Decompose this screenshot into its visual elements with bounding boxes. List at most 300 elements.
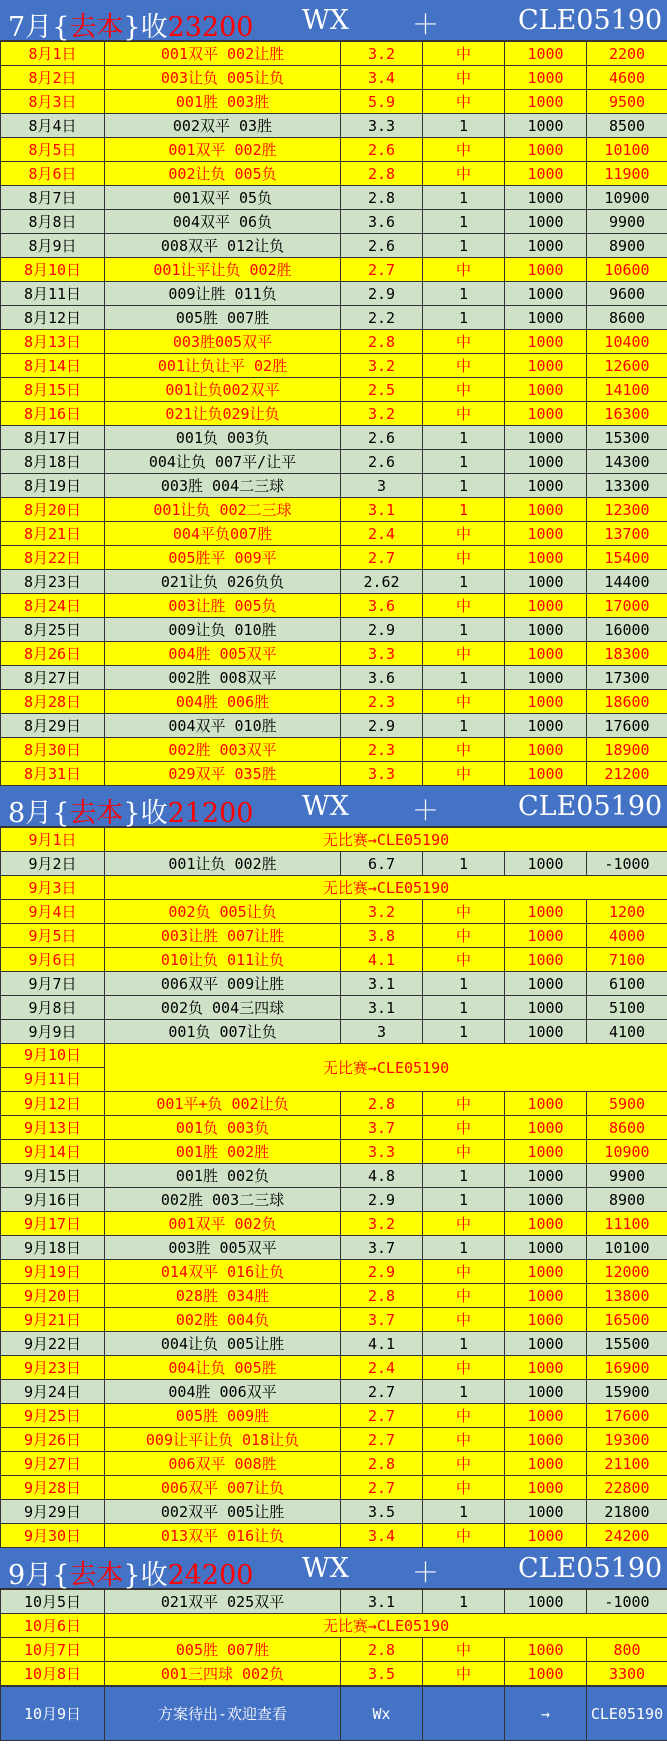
row-result: 中 — [423, 1524, 505, 1548]
row-stake: 1000 — [505, 738, 587, 762]
header-shou: 收 — [140, 1560, 168, 1591]
row-odds: 2.7 — [341, 1476, 423, 1500]
table-row — [1, 996, 667, 1020]
table-row — [1, 1260, 667, 1284]
row-result: 中 — [423, 594, 505, 618]
row-odds: 2.7 — [341, 1404, 423, 1428]
header-brace-open: { — [52, 12, 70, 43]
row-total: 2200 — [587, 42, 667, 66]
header-brace-open: { — [52, 1560, 70, 1591]
row-total: 16300 — [587, 402, 667, 426]
table-row — [1, 1308, 667, 1332]
row-odds: 3.5 — [341, 1662, 423, 1686]
row-result: 1 — [423, 618, 505, 642]
row-date: 8月20日 — [1, 498, 105, 522]
row-total: 8900 — [587, 234, 667, 258]
row-total: 5100 — [587, 996, 667, 1020]
row-odds: 6.7 — [341, 852, 423, 876]
table-row — [1, 900, 667, 924]
row-date: 8月29日 — [1, 714, 105, 738]
header-wx: WX — [302, 791, 349, 822]
row-odds: 3.3 — [341, 1140, 423, 1164]
row-date: 9月18日 — [1, 1236, 105, 1260]
row-stake: 1000 — [505, 1638, 587, 1662]
row-stake: 1000 — [505, 186, 587, 210]
row-pick: 005胜平 009平 — [105, 546, 341, 570]
table-row — [1, 714, 667, 738]
row-stake: 1000 — [505, 948, 587, 972]
row-odds: 2.6 — [341, 138, 423, 162]
row-date: 8月3日 — [1, 90, 105, 114]
row-stake: 1000 — [505, 1092, 587, 1116]
row-result: 中 — [423, 738, 505, 762]
row-pick: 001双平 002负 — [105, 1212, 341, 1236]
table-row — [1, 876, 667, 900]
row-odds: 2.2 — [341, 306, 423, 330]
row-total: 7100 — [587, 948, 667, 972]
row-result: 中 — [423, 66, 505, 90]
row-odds: 3 — [341, 474, 423, 498]
table-row — [1, 1638, 667, 1662]
table-row — [1, 42, 667, 66]
row-odds: 3.1 — [341, 972, 423, 996]
row-total: 10900 — [587, 186, 667, 210]
row-result: 中 — [423, 522, 505, 546]
row-total: 8600 — [587, 306, 667, 330]
table-row — [1, 828, 667, 852]
row-stake: 1000 — [505, 1116, 587, 1140]
row-odds: 2.8 — [341, 1638, 423, 1662]
row-odds: 2.7 — [341, 258, 423, 282]
row-stake: 1000 — [505, 1590, 587, 1614]
row-stake: 1000 — [505, 972, 587, 996]
row-date: 9月12日 — [1, 1092, 105, 1116]
row-date: 9月4日 — [1, 900, 105, 924]
row-pick: 002胜 003双平 — [105, 738, 341, 762]
row-pick: 004让负 005让胜 — [105, 1332, 341, 1356]
header-brace-close: } — [123, 798, 141, 829]
row-pick: 003让负 005让负 — [105, 66, 341, 90]
row-odds: 2.7 — [341, 546, 423, 570]
row-pick: 001让负 002二三球 — [105, 498, 341, 522]
row-result: 中 — [423, 42, 505, 66]
row-odds: 2.4 — [341, 522, 423, 546]
header-month: 8月 — [8, 798, 53, 829]
row-total: 21200 — [587, 762, 667, 786]
row-pick: 028胜 034胜 — [105, 1284, 341, 1308]
row-stake: 1000 — [505, 594, 587, 618]
row-result: 1 — [423, 234, 505, 258]
row-odds: 2.8 — [341, 162, 423, 186]
row-total: 17600 — [587, 1404, 667, 1428]
footer-wx: Wx — [341, 1687, 423, 1741]
row-date: 8月16日 — [1, 402, 105, 426]
row-stake: 1000 — [505, 1164, 587, 1188]
row-result: 1 — [423, 282, 505, 306]
row-odds: 2.9 — [341, 282, 423, 306]
row-date: 8月27日 — [1, 666, 105, 690]
row-result: 中 — [423, 1284, 505, 1308]
row-date: 8月21日 — [1, 522, 105, 546]
row-pick: 014双平 016让负 — [105, 1260, 341, 1284]
row-date: 9月30日 — [1, 1524, 105, 1548]
table-row — [1, 1212, 667, 1236]
row-total: 15300 — [587, 426, 667, 450]
row-total: 8900 — [587, 1188, 667, 1212]
table-row — [1, 306, 667, 330]
row-date: 9月7日 — [1, 972, 105, 996]
row-date: 10月8日 — [1, 1662, 105, 1686]
row-date: 10月6日 — [1, 1614, 105, 1638]
row-total: 15400 — [587, 546, 667, 570]
row-total: 10600 — [587, 258, 667, 282]
table-row — [1, 138, 667, 162]
footer-code: CLE05190 — [587, 1687, 667, 1741]
table-row — [1, 972, 667, 996]
row-odds: 2.9 — [341, 618, 423, 642]
row-odds: 2.62 — [341, 570, 423, 594]
row-odds: 3.3 — [341, 114, 423, 138]
row-total: 5900 — [587, 1092, 667, 1116]
table-row — [1, 1188, 667, 1212]
row-pick: 029双平 035胜 — [105, 762, 341, 786]
row-result: 中 — [423, 258, 505, 282]
header-brace-close: } — [123, 12, 141, 43]
row-total: 13800 — [587, 1284, 667, 1308]
row-stake: 1000 — [505, 402, 587, 426]
row-stake: 1000 — [505, 474, 587, 498]
row-result: 1 — [423, 1332, 505, 1356]
row-date: 9月27日 — [1, 1452, 105, 1476]
row-stake: 1000 — [505, 66, 587, 90]
row-date — [1, 1044, 105, 1092]
row-date: 8月19日 — [1, 474, 105, 498]
row-stake: 1000 — [505, 924, 587, 948]
row-note: 无比赛→CLE05190 — [105, 828, 667, 852]
row-odds: 3.2 — [341, 42, 423, 66]
row-pick: 004胜 005双平 — [105, 642, 341, 666]
row-pick: 003让胜 005负 — [105, 594, 341, 618]
row-date: 9月24日 — [1, 1380, 105, 1404]
row-odds: 2.8 — [341, 330, 423, 354]
row-result: 1 — [423, 996, 505, 1020]
row-date: 8月9日 — [1, 234, 105, 258]
row-total: 14100 — [587, 378, 667, 402]
row-stake: 1000 — [505, 378, 587, 402]
table-row — [1, 114, 667, 138]
row-odds: 2.6 — [341, 450, 423, 474]
row-result: 中 — [423, 1356, 505, 1380]
results-table — [0, 41, 667, 786]
row-total: 800 — [587, 1638, 667, 1662]
row-total: 15500 — [587, 1332, 667, 1356]
table-row — [1, 852, 667, 876]
row-odds: 3.7 — [341, 1116, 423, 1140]
row-note: 无比赛→CLE05190 — [105, 1044, 667, 1092]
row-pick: 002双平 005让胜 — [105, 1500, 341, 1524]
row-total: 4600 — [587, 66, 667, 90]
results-table — [0, 827, 667, 1548]
row-pick: 001胜 002胜 — [105, 1140, 341, 1164]
section-header — [0, 786, 667, 827]
row-pick: 005胜 009胜 — [105, 1404, 341, 1428]
row-result: 1 — [423, 1188, 505, 1212]
row-pick: 001双平 002胜 — [105, 138, 341, 162]
table-row — [1, 1044, 667, 1092]
row-stake: 1000 — [505, 498, 587, 522]
table-row — [1, 1428, 667, 1452]
row-stake: 1000 — [505, 162, 587, 186]
row-date: 9月26日 — [1, 1428, 105, 1452]
footer-blank — [423, 1687, 505, 1741]
row-pick: 003让胜 007让胜 — [105, 924, 341, 948]
row-result: 中 — [423, 762, 505, 786]
row-odds: 2.9 — [341, 714, 423, 738]
row-stake: 1000 — [505, 1524, 587, 1548]
header-wx: WX — [302, 5, 349, 36]
row-total: 17000 — [587, 594, 667, 618]
row-pick: 001负 003负 — [105, 426, 341, 450]
row-total: 11100 — [587, 1212, 667, 1236]
row-total: -1000 — [587, 852, 667, 876]
row-stake: 1000 — [505, 1428, 587, 1452]
row-odds: 3.3 — [341, 762, 423, 786]
row-odds: 3.6 — [341, 666, 423, 690]
row-date: 10月7日 — [1, 1638, 105, 1662]
results-table — [0, 1589, 667, 1686]
row-pick: 021双平 025双平 — [105, 1590, 341, 1614]
row-date: 8月14日 — [1, 354, 105, 378]
row-date: 9月15日 — [1, 1164, 105, 1188]
row-odds: 2.5 — [341, 378, 423, 402]
row-odds: 3.4 — [341, 1524, 423, 1548]
row-odds: 2.9 — [341, 1188, 423, 1212]
row-odds: 4.1 — [341, 1332, 423, 1356]
row-result: 中 — [423, 138, 505, 162]
row-result: 中 — [423, 1428, 505, 1452]
row-stake: 1000 — [505, 1452, 587, 1476]
table-row — [1, 666, 667, 690]
row-pick: 004让负 005胜 — [105, 1356, 341, 1380]
row-stake: 1000 — [505, 900, 587, 924]
row-pick: 004胜 006双平 — [105, 1380, 341, 1404]
row-total: 11900 — [587, 162, 667, 186]
row-result: 中 — [423, 1662, 505, 1686]
row-date: 9月9日 — [1, 1020, 105, 1044]
row-total: 12000 — [587, 1260, 667, 1284]
header-title — [8, 5, 253, 44]
row-total: 4100 — [587, 1020, 667, 1044]
table-row — [1, 426, 667, 450]
row-pick: 021让负029让负 — [105, 402, 341, 426]
row-odds: 2.8 — [341, 1092, 423, 1116]
row-stake: 1000 — [505, 1284, 587, 1308]
row-stake: 1000 — [505, 1260, 587, 1284]
row-total: 15900 — [587, 1380, 667, 1404]
table-row — [1, 1284, 667, 1308]
row-stake: 1000 — [505, 1380, 587, 1404]
row-total: 10900 — [587, 1140, 667, 1164]
row-odds: 3.6 — [341, 210, 423, 234]
row-pick: 002让负 005负 — [105, 162, 341, 186]
row-result: 1 — [423, 714, 505, 738]
row-odds: 3.2 — [341, 402, 423, 426]
row-result: 1 — [423, 666, 505, 690]
row-total: 17300 — [587, 666, 667, 690]
row-result: 1 — [423, 570, 505, 594]
row-result: 中 — [423, 690, 505, 714]
header-title — [8, 1553, 253, 1592]
row-stake: 1000 — [505, 642, 587, 666]
row-stake: 1000 — [505, 618, 587, 642]
row-total: -1000 — [587, 1590, 667, 1614]
row-pick: 004双平 06负 — [105, 210, 341, 234]
row-pick: 009让负 010胜 — [105, 618, 341, 642]
row-stake: 1000 — [505, 570, 587, 594]
row-stake: 1000 — [505, 1212, 587, 1236]
table-row — [1, 1380, 667, 1404]
header-month: 9月 — [8, 1560, 53, 1591]
table-row — [1, 1662, 667, 1686]
row-result: 中 — [423, 1140, 505, 1164]
row-pick: 004双平 010胜 — [105, 714, 341, 738]
row-stake: 1000 — [505, 1476, 587, 1500]
row-pick: 001双平 05负 — [105, 186, 341, 210]
row-date: 8月6日 — [1, 162, 105, 186]
table-row — [1, 282, 667, 306]
row-pick: 001三四球 002负 — [105, 1662, 341, 1686]
row-total: 17600 — [587, 714, 667, 738]
row-date: 8月5日 — [1, 138, 105, 162]
row-pick: 021让负 026负负 — [105, 570, 341, 594]
row-pick: 001让负 002胜 — [105, 852, 341, 876]
row-pick: 006双平 009让胜 — [105, 972, 341, 996]
row-date-2: 9月11日 — [1, 1067, 104, 1091]
row-stake: 1000 — [505, 522, 587, 546]
row-date: 8月31日 — [1, 762, 105, 786]
row-total: 9900 — [587, 210, 667, 234]
header-quchu: 去本 — [69, 798, 124, 829]
row-pick: 001让负002双平 — [105, 378, 341, 402]
row-total: 4000 — [587, 924, 667, 948]
header-amount: 21200 — [167, 798, 254, 829]
header-title — [8, 791, 253, 830]
row-date: 8月13日 — [1, 330, 105, 354]
row-date: 9月19日 — [1, 1260, 105, 1284]
row-date: 8月22日 — [1, 546, 105, 570]
row-result: 中 — [423, 330, 505, 354]
row-total: 18300 — [587, 642, 667, 666]
row-pick: 004让负 007平/让平 — [105, 450, 341, 474]
row-pick: 002负 004三四球 — [105, 996, 341, 1020]
row-pick: 005胜 007胜 — [105, 1638, 341, 1662]
table-row — [1, 570, 667, 594]
table-row — [1, 378, 667, 402]
row-odds: 2.4 — [341, 1356, 423, 1380]
table-row — [1, 1164, 667, 1188]
row-total: 21800 — [587, 1500, 667, 1524]
row-stake: 1000 — [505, 426, 587, 450]
row-pick: 004胜 006胜 — [105, 690, 341, 714]
row-date: 8月7日 — [1, 186, 105, 210]
row-stake: 1000 — [505, 1356, 587, 1380]
row-result: 中 — [423, 924, 505, 948]
row-pick: 001负 003负 — [105, 1116, 341, 1140]
row-result: 1 — [423, 1590, 505, 1614]
row-date: 9月8日 — [1, 996, 105, 1020]
row-date: 9月5日 — [1, 924, 105, 948]
table-row — [1, 762, 667, 786]
row-stake: 1000 — [505, 138, 587, 162]
row-date-1: 9月10日 — [23, 1046, 82, 1064]
row-total: 18600 — [587, 690, 667, 714]
row-odds: 2.7 — [341, 1428, 423, 1452]
row-total: 16900 — [587, 1356, 667, 1380]
table-row — [1, 1404, 667, 1428]
row-result: 中 — [423, 1308, 505, 1332]
row-stake: 1000 — [505, 714, 587, 738]
row-total: 14300 — [587, 450, 667, 474]
row-pick: 002胜 008双平 — [105, 666, 341, 690]
row-date: 8月15日 — [1, 378, 105, 402]
row-date: 8月2日 — [1, 66, 105, 90]
header-code: CLE05190 — [518, 5, 663, 36]
table-row — [1, 642, 667, 666]
row-stake: 1000 — [505, 1020, 587, 1044]
row-pick: 009让胜 011负 — [105, 282, 341, 306]
row-odds: 3.8 — [341, 924, 423, 948]
row-date: 9月13日 — [1, 1116, 105, 1140]
row-pick: 006双平 008胜 — [105, 1452, 341, 1476]
header-code: CLE05190 — [518, 1553, 663, 1584]
row-date: 8月4日 — [1, 114, 105, 138]
header-plus: ＋ — [412, 796, 439, 827]
section-header — [0, 0, 667, 41]
footer-row — [1, 1687, 667, 1741]
table-row — [1, 738, 667, 762]
row-total: 12600 — [587, 354, 667, 378]
row-result: 1 — [423, 474, 505, 498]
row-stake: 1000 — [505, 690, 587, 714]
row-date: 9月28日 — [1, 1476, 105, 1500]
row-stake: 1000 — [505, 762, 587, 786]
row-date: 9月23日 — [1, 1356, 105, 1380]
table-row — [1, 66, 667, 90]
header-month: 7月 — [8, 12, 53, 43]
table-row — [1, 690, 667, 714]
row-odds: 2.7 — [341, 1380, 423, 1404]
row-result: 1 — [423, 186, 505, 210]
table-row — [1, 1236, 667, 1260]
row-total: 18900 — [587, 738, 667, 762]
row-pick: 004平负007胜 — [105, 522, 341, 546]
row-total: 24200 — [587, 1524, 667, 1548]
row-pick: 001平+负 002让负 — [105, 1092, 341, 1116]
table-row — [1, 546, 667, 570]
row-odds: 2.3 — [341, 738, 423, 762]
row-result: 中 — [423, 1404, 505, 1428]
header-wx: WX — [302, 1553, 349, 1584]
row-pick: 002双平 03胜 — [105, 114, 341, 138]
table-row — [1, 1614, 667, 1638]
row-stake: 1000 — [505, 1404, 587, 1428]
table-row — [1, 450, 667, 474]
row-pick: 005胜 007胜 — [105, 306, 341, 330]
table-row — [1, 258, 667, 282]
row-date: 8月18日 — [1, 450, 105, 474]
row-result: 中 — [423, 900, 505, 924]
row-date: 8月11日 — [1, 282, 105, 306]
